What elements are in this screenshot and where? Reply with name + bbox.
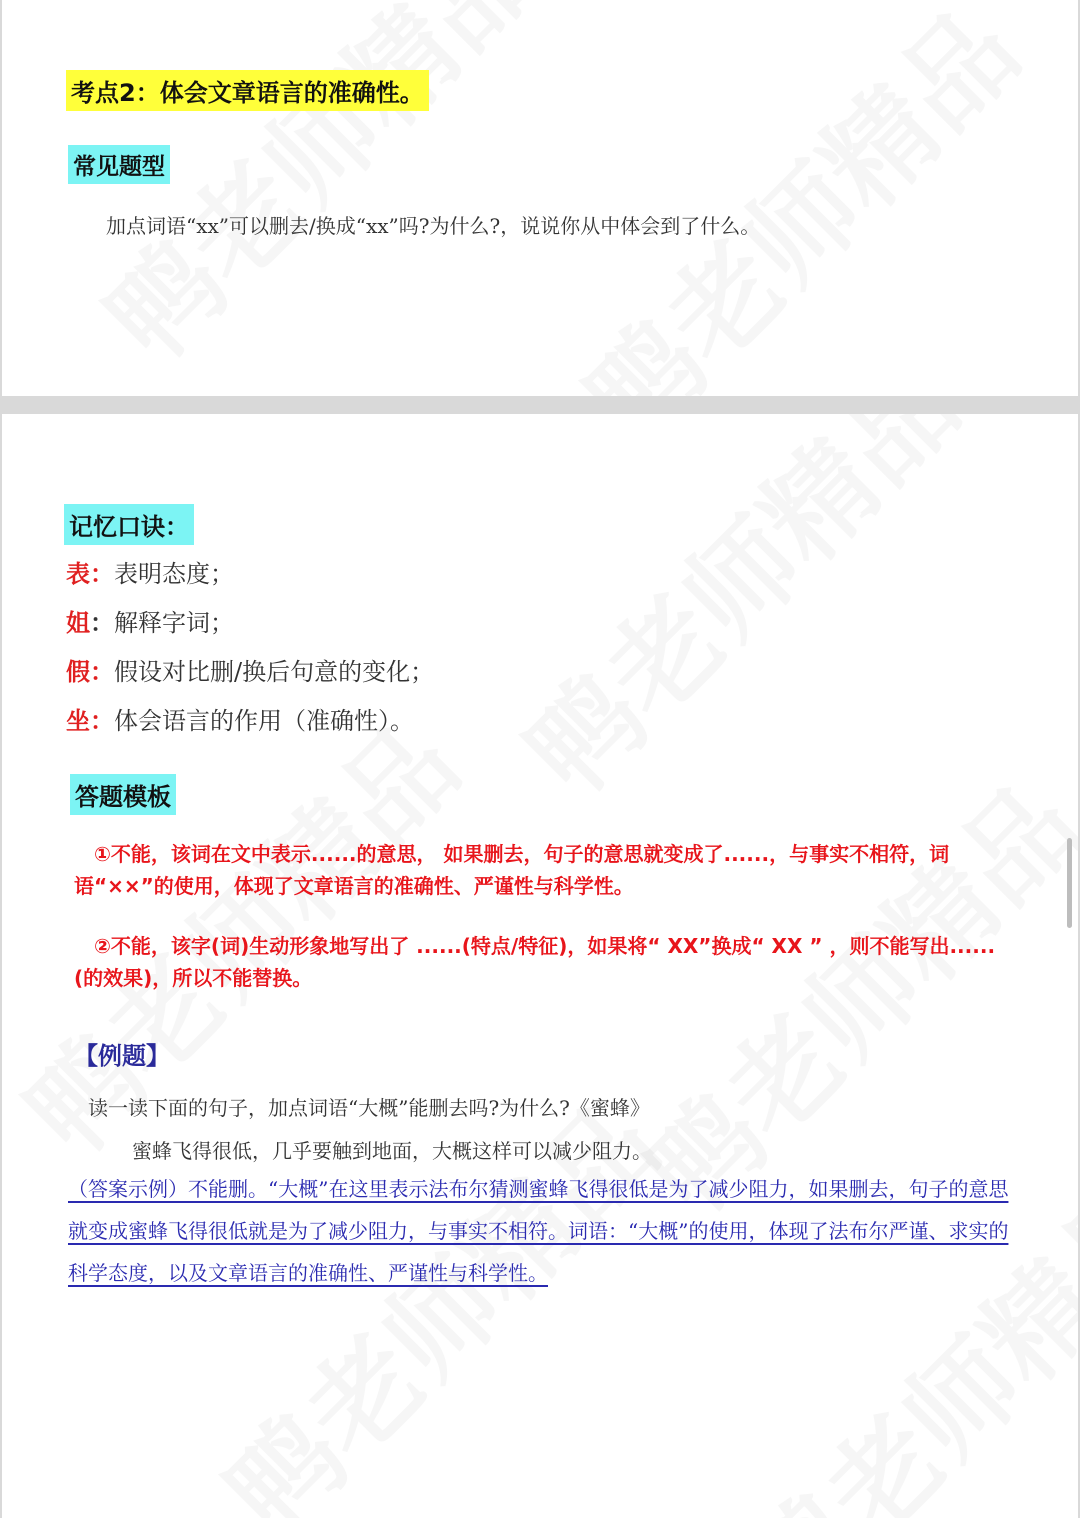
answer-template-label: 答题模板 xyxy=(70,774,176,815)
scrollbar-thumb[interactable] xyxy=(1067,838,1072,928)
example-label: 【例题】 xyxy=(74,1042,170,1070)
watermark xyxy=(547,0,1048,396)
mnemonic-key: 坐 xyxy=(66,707,90,735)
example-question: 读一读下面的句子，加点词语“大概”能删去吗?为什么?《蜜蜂》 xyxy=(88,1096,650,1120)
mnemonic-item xyxy=(66,701,414,736)
mnemonic-colon: ： xyxy=(90,559,114,588)
document-page-1 xyxy=(2,0,1078,396)
mnemonic-text: 解释字词； xyxy=(114,609,234,637)
answer-template-1: ①不能，该词在文中表示......的意思， 如果删去，句子的意思就变成了......，与事实不相符，词语“××”的使用，体现了文章语言的准确性、严谨性与科学性。 xyxy=(74,842,950,898)
example-sentence: 蜜蜂飞得很低，几乎要触到地面，大概这样可以减少阻力。 xyxy=(132,1139,652,1163)
common-types-label: 常见题型 xyxy=(68,145,170,184)
example-answer: （答案示例）不能删。“大概”在这里表示法布尔猜测蜜蜂飞得很低是为了减少阻力，如果删去，句子的意思就变成蜜蜂飞得很低就是为了减少阻力，与事实不相符。词语：“大概”的使用，体现了法布尔严谨、求实的科学态度，以及文章语言的准确性、严谨性与科学性。 xyxy=(68,1177,1009,1285)
mnemonic-colon: ： xyxy=(90,608,114,637)
mnemonic-key: 假 xyxy=(66,658,90,686)
mnemonic-item xyxy=(66,652,434,687)
common-question-text: 加点词语“xx”可以删去/换成“xx”吗?为什么?，说说你从中体会到了什么。 xyxy=(106,214,761,238)
mnemonic-key: 姐 xyxy=(66,609,90,637)
mnemonic-item xyxy=(66,603,234,638)
watermark xyxy=(487,414,988,823)
watermark xyxy=(67,0,568,389)
mnemonic-text: 体会语言的作用（准确性）。 xyxy=(114,707,414,735)
mnemonic-colon: ： xyxy=(90,657,114,686)
document-page-2 xyxy=(2,414,1078,1518)
mnemonic-item xyxy=(66,554,234,589)
mnemonic-text: 表明态度； xyxy=(114,560,234,588)
mnemonic-key: 表 xyxy=(66,560,90,588)
answer-template-2: ②不能，该字(词)生动形象地写出了 ......(特点/特征)，如果将“ XX”换成“ XX ” ，则不能写出...... (的效果)，所以不能替换。 xyxy=(74,934,996,990)
exam-point-heading: 考点2：体会文章语言的准确性。 xyxy=(66,70,429,111)
mnemonic-text: 假设对比删/换后句意的变化； xyxy=(114,658,435,686)
mnemonic-label: 记忆口诀： xyxy=(64,504,194,545)
mnemonic-colon: ： xyxy=(90,706,114,735)
